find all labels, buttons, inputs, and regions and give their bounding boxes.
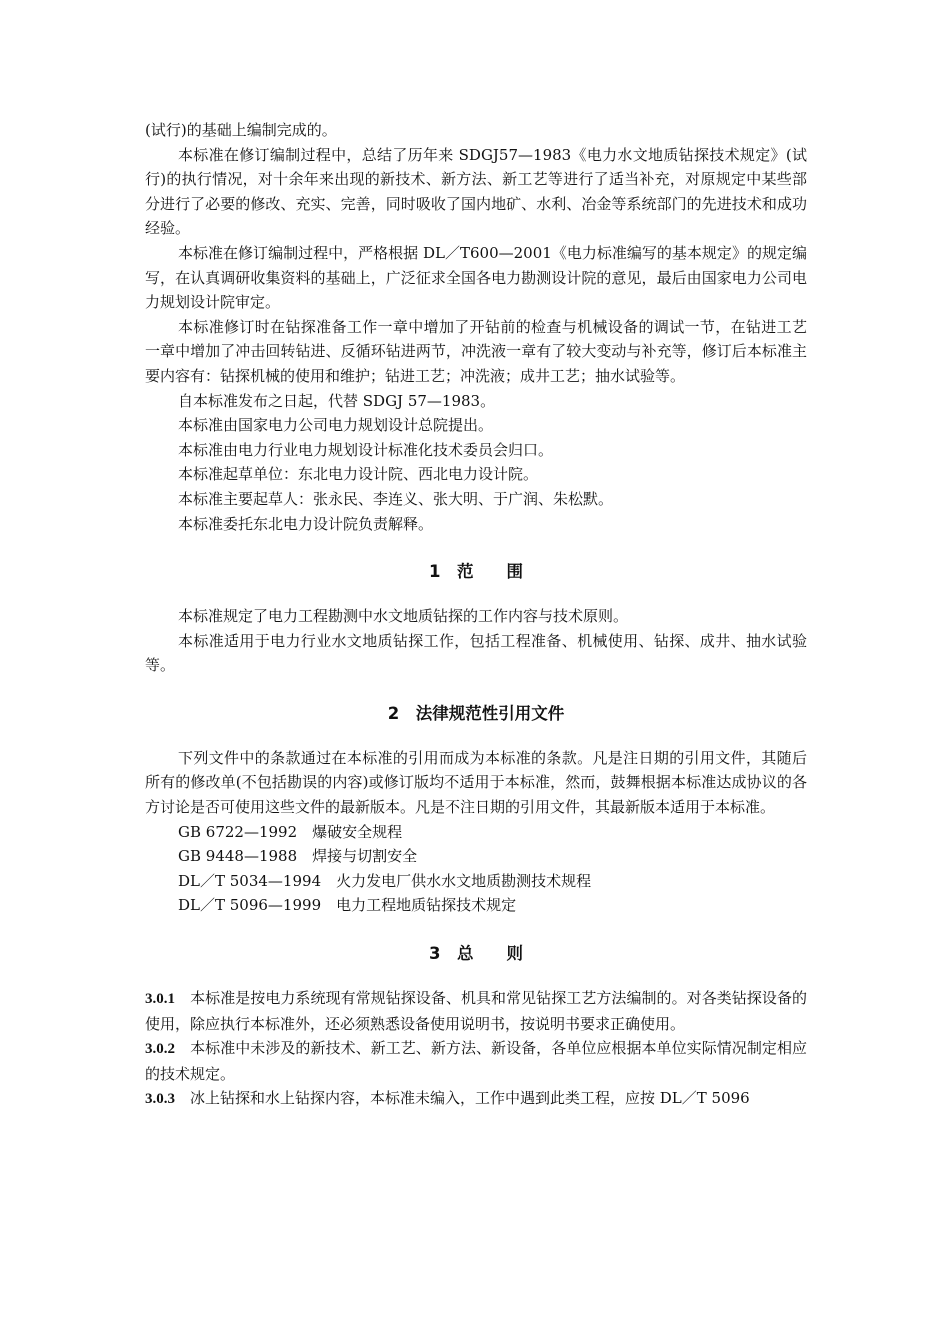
foreword-paragraph-drafting-units: 本标准起草单位：东北电力设计院、西北电力设计院。: [178, 465, 539, 484]
document-page: [145, 118, 807, 1112]
foreword-paragraph-drafters: 本标准主要起草人：张永民、李连义、张大明、于广润、朱松默。: [178, 489, 614, 508]
foreword-paragraph-committee: 本标准由电力行业电力规划设计标准化技术委员会归口。: [178, 440, 554, 459]
section-2-paragraph-intro: 下列文件中的条款通过在本标准的引用而成为本标准的条款。凡是注日期的引用文件，其随后所有的修改单(不包括勘误的内容)或修订版均不适用于本标准，然而，鼓舞根据本标准达成协议的各方讨论是否可使用这些文件的最新版本。凡是不注日期的引用文件，其最新版本适用于本标准。: [145, 748, 807, 817]
clause-number: 3.0.2: [145, 1041, 175, 1058]
clause-number: 3.0.1: [145, 991, 175, 1008]
clause-3-0-1: [145, 986, 807, 1036]
clause-3-0-2: [145, 1036, 807, 1086]
foreword-paragraph-revision: 本标准在修订编制过程中，总结了历年来 SDGJ57—1983《电力水文地质钻探技术规定》(试行)的执行情况，对十余年来出现的新技术、新方法、新工艺等进行了适当补充，对原规定中某些部分进行了必要的修改、充实、完善，同时吸收了国内地矿、水利、冶金等系统部门的先进技术和成功经验。: [145, 145, 807, 238]
reference-item: GB 9448—1988 焊接与切割安全: [178, 847, 418, 866]
foreword-paragraph-replaces: 自本标准发布之日起，代替 SDGJ 57—1983。: [178, 391, 496, 410]
section-1-paragraph-scope: 本标准规定了电力工程勘测中水文地质钻探的工作内容与技术原则。: [178, 607, 629, 626]
clause-3-0-3: [145, 1086, 807, 1112]
foreword-continuation: (试行)的基础上编制完成的。: [145, 121, 337, 139]
reference-item: DL／T 5096—1999 电力工程地质钻探技术规定: [178, 896, 517, 915]
clause-text: 冰上钻探和水上钻探内容，本标准未编入，工作中遇到此类工程，应按 DL／T 5096: [175, 1089, 750, 1108]
foreword-paragraph-proposer: 本标准由国家电力公司电力规划设计总院提出。: [178, 416, 494, 435]
section-2-heading: 2 法律规范性引用文件: [387, 703, 565, 723]
clause-number: 3.0.3: [145, 1091, 175, 1108]
reference-item: GB 6722—1992 爆破安全规程: [178, 822, 403, 841]
clause-text: 本标准是按电力系统现有常规钻探设备、机具和常见钻探工艺方法编制的。对各类钻探设备的使用，除应执行本标准外，还必须熟悉设备使用说明书，按说明书要求正确使用。: [145, 989, 807, 1033]
foreword-paragraph-interpretation: 本标准委托东北电力设计院负责解释。: [178, 514, 434, 533]
section-3-heading: 3 总 则: [429, 944, 523, 964]
clause-text: 本标准中未涉及的新技术、新工艺、新方法、新设备，各单位应根据本单位实际情况制定相应的技术规定。: [145, 1039, 807, 1083]
reference-item: DL／T 5034—1994 火力发电厂供水水文地质勘测技术规程: [178, 871, 592, 890]
section-1-heading: 1 范 围: [429, 562, 523, 582]
foreword-paragraph-contents: 本标准修订时在钻探准备工作一章中增加了开钻前的检查与机械设备的调试一节，在钻进工艺一章中增加了冲击回转钻进、反循环钻进两节，冲洗液一章有了较大变动与补充等，修订后本标准主要内容有：钻探机械的使用和维护；钻进工艺；冲洗液；成井工艺；抽水试验等。: [145, 317, 807, 385]
section-1-paragraph-applicability: 本标准适用于电力行业水文地质钻探工作，包括工程准备、机械使用、钻探、成井、抽水试验等。: [145, 631, 807, 675]
foreword-paragraph-drafting: 本标准在修订编制过程中，严格根据 DL／T600—2001《电力标准编写的基本规定》的规定编写，在认真调研收集资料的基础上，广泛征求全国各电力勘测设计院的意见，最后由国家电力公司电力规划设计院审定。: [145, 243, 807, 312]
